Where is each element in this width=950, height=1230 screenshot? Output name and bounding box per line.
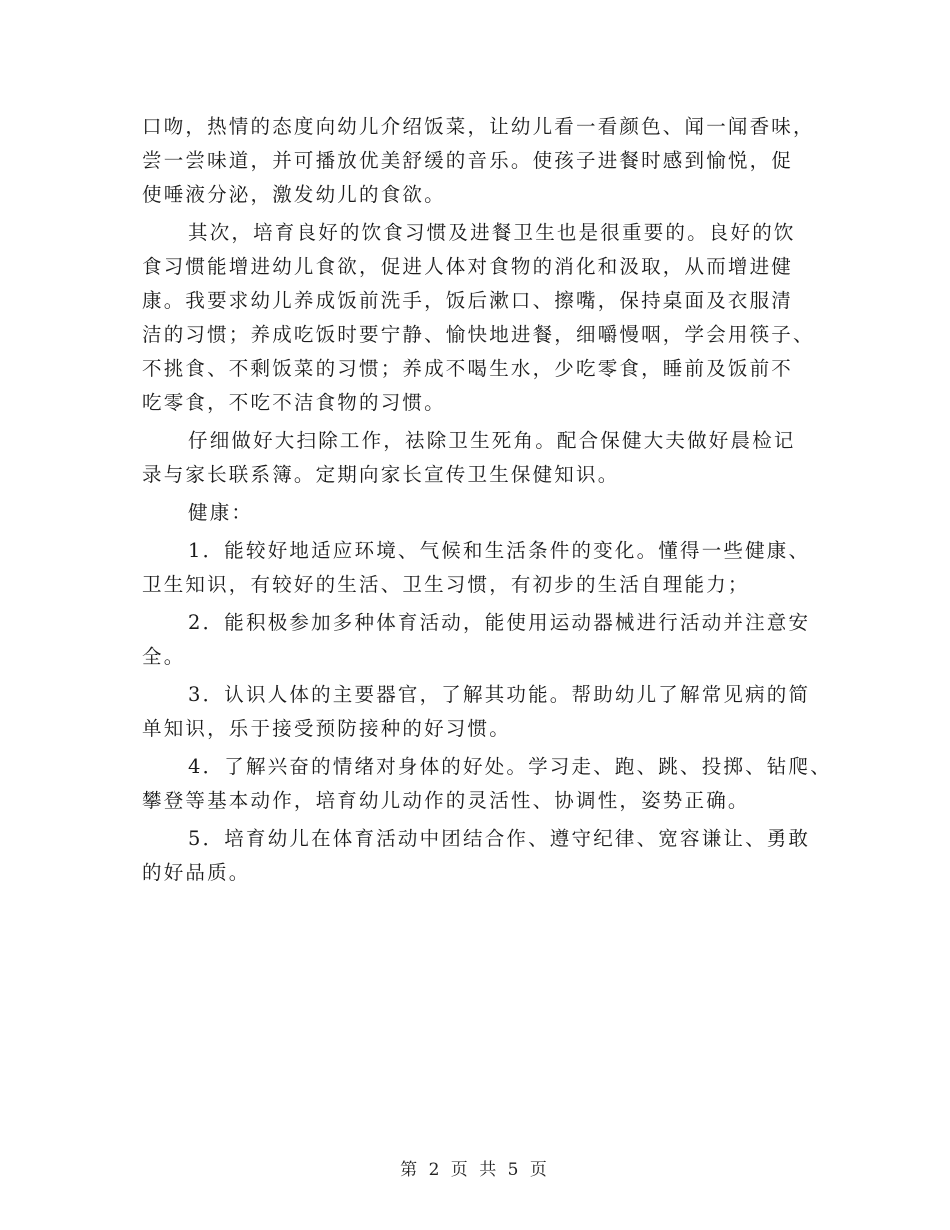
text-line: 录与家长联系簿。定期向家长宣传卫生保健知识。 [142,463,620,486]
text-line: 仔细做好大扫除工作，祛除卫生死角。配合保健大夫做好晨检记 [188,429,796,452]
text-line: 康。我要求幼儿养成饭前洗手，饭后漱口、擦嘴，保持桌面及衣服清 [142,289,794,312]
section-heading: 健康： [188,501,254,524]
text-line: 不挑食、不剩饭菜的习惯；养成不喝生水，少吃零食，睡前及饭前不 [142,357,794,380]
text-line: 卫生知识，有较好的生活、卫生习惯，有初步的生活自理能力； [142,573,750,596]
page-number: 第 2 页 共 5 页 [400,1160,550,1180]
text-line: 使唾液分泌，激发幼儿的食欲。 [142,183,446,206]
text-line: 口吻，热情的态度向幼儿介绍饭菜，让幼儿看一看颜色、闻一闻香味， [142,115,815,138]
text-line: 的好品质。 [142,861,251,884]
text-line: 其次，培育良好的饮食习惯及进餐卫生也是很重要的。良好的饮 [188,221,796,244]
text-line: 全。 [142,645,186,668]
document-body [142,110,832,890]
text-line: 单知识，乐于接受预防接种的好习惯。 [142,717,511,740]
list-item: 4．了解兴奋的情绪对身体的好处。学习走、跑、跳、投掷、钻爬、 [188,755,832,778]
text-line: 食习惯能增进幼儿食欲，促进人体对食物的消化和汲取，从而增进健 [142,255,794,278]
list-item: 1．能较好地适应环境、气候和生活条件的变化。懂得一些健康、 [188,539,811,562]
list-item: 2．能积极参加多种体育活动，能使用运动器械进行活动并注意安 [188,611,811,634]
text-line: 尝一尝味道，并可播放优美舒缓的音乐。使孩子进餐时感到愉悦，促 [142,149,794,172]
list-item: 3．认识人体的主要器官，了解其功能。帮助幼儿了解常见病的简 [188,683,811,706]
text-line: 吃零食，不吃不洁食物的习惯。 [142,391,446,414]
list-item: 5．培育幼儿在体育活动中团结合作、遵守纪律、宽容谦让、勇敢 [188,827,811,850]
text-line: 攀登等基本动作，培育幼儿动作的灵活性、协调性，姿势正确。 [142,789,750,812]
text-line: 洁的习惯；养成吃饭时要宁静、愉快地进餐，细嚼慢咽，学会用筷子、 [142,323,815,346]
